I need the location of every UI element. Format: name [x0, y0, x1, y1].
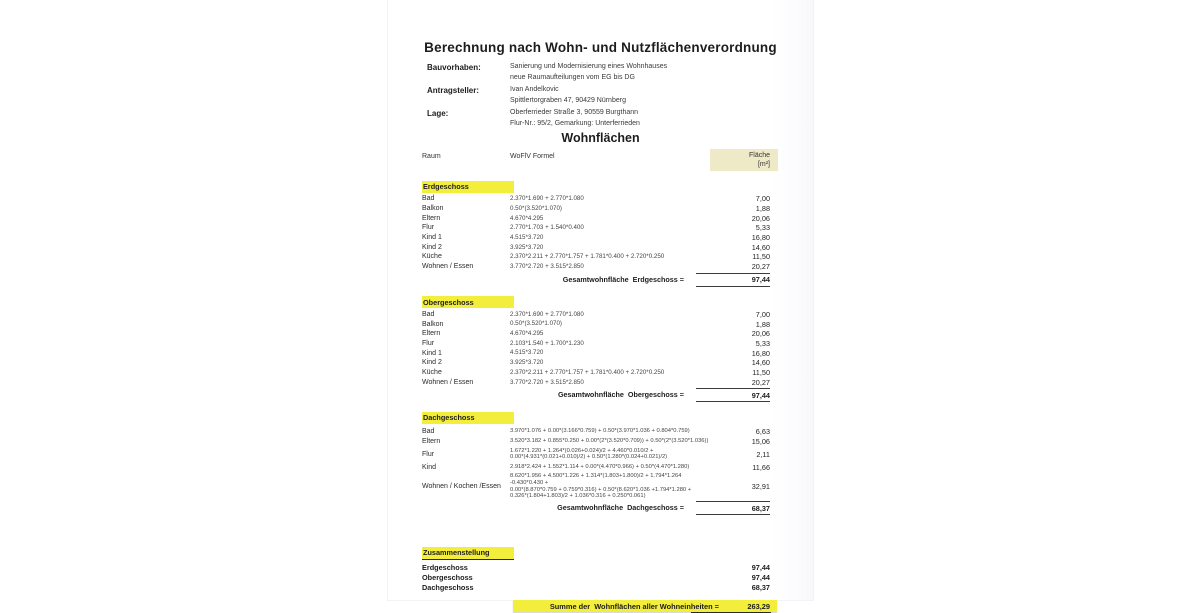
table-row	[422, 368, 770, 378]
grand-total-row	[513, 600, 777, 612]
summary-row	[422, 572, 770, 582]
area-value: 7,00	[755, 309, 770, 319]
formula-line: 2.370*2.211 + 2.770*1.757 + 1.781*0.400 + 2.720*0.250	[510, 253, 665, 261]
header-formel: WoFlV Formel	[510, 153, 555, 160]
area-value: 11,50	[752, 367, 770, 377]
meta-row-lage	[427, 108, 813, 129]
formula-line: 3.770*2.720 + 3.515*2.850	[510, 263, 584, 271]
summary-label: Dachgeschoss	[422, 582, 474, 592]
formula	[510, 359, 710, 366]
summary-rows	[422, 562, 770, 592]
grand-total-value: 263,29	[747, 601, 770, 611]
area-value: 5,33	[755, 223, 770, 233]
table-row	[422, 233, 770, 243]
room-name: Küche	[422, 253, 442, 261]
formula-line: 3.970*1.076 + 0.00*(3.166*0.759) + 0.50*(3.970*1.036 + 0.804*0.759)	[510, 427, 690, 434]
section-band: Obergeschoss	[422, 296, 514, 308]
area-value: 2,11	[756, 449, 770, 459]
table-row	[422, 194, 770, 204]
formula	[510, 253, 710, 260]
summary-row	[422, 582, 770, 592]
room-name: Kind	[422, 463, 437, 471]
table-row	[422, 204, 770, 214]
summary-value: 97,44	[751, 562, 770, 572]
table-row	[422, 473, 770, 500]
summary-label: Erdgeschoss	[422, 562, 468, 572]
section-header-erdgeschoss	[422, 176, 770, 194]
meta-value-line: Spittlertorgraben 47, 90429 Nürnberg	[510, 96, 626, 104]
formula	[510, 438, 710, 445]
meta-row-bauvorhaben	[427, 62, 813, 83]
table-row	[422, 348, 770, 358]
table-row	[422, 339, 770, 349]
formula	[510, 369, 710, 376]
area-value: 15,06	[751, 437, 770, 446]
table-row	[422, 242, 770, 252]
section-total-row	[422, 388, 770, 402]
section-total-label: Gesamtwohnfläche Dachgeschoss =	[557, 503, 684, 513]
meta-value-line: Ivan Andelkovic	[510, 86, 559, 93]
formula-line: 2.103*1.540 + 1.700*1.230	[510, 339, 584, 347]
document-title: Berechnung nach Wohn- und Nutzflächenverordnung	[424, 40, 777, 55]
header-raum: Raum	[422, 153, 441, 160]
formula-line: 0.50*(3.520*1.070)	[510, 204, 562, 212]
room-name: Wohnen / Essen	[422, 263, 474, 271]
room-name: Kind 1	[422, 349, 442, 357]
area-value: 16,80	[751, 348, 770, 358]
formula-line: 0.00*(8.870*0.759 + 0.759*0.316) + 0.50*(8.620*1.036 +1.794*1.280 +	[510, 486, 692, 493]
table-row	[422, 252, 770, 262]
table-row	[422, 223, 770, 233]
table-row	[422, 319, 770, 329]
formula-line: 3.925*3.720	[510, 243, 544, 251]
section-total-value: 97,44	[696, 388, 770, 402]
room-name: Flur	[422, 224, 435, 232]
section-total-row	[422, 501, 770, 515]
formula-line: 3.770*2.720 + 3.515*2.850	[510, 378, 584, 386]
meta-label: Bauvorhaben:	[427, 63, 481, 72]
section-erdgeschoss	[422, 194, 770, 287]
meta-values	[510, 108, 640, 129]
header-flaeche-line2: [m²]	[757, 161, 770, 168]
room-name: Balkon	[422, 205, 444, 213]
room-name: Bad	[422, 195, 435, 203]
area-value: 14,60	[751, 242, 770, 252]
formula	[510, 330, 710, 337]
formula	[510, 464, 710, 471]
room-name: Eltern	[422, 214, 441, 222]
section-dachgeschoss	[422, 427, 770, 516]
summary-label: Obergeschoss	[422, 572, 473, 582]
room-name: Kind 1	[422, 234, 442, 242]
formula-line: 4.670*4.295	[510, 214, 544, 222]
room-name: Küche	[422, 368, 442, 376]
formula-line: 2.370*1.690 + 2.770*1.080	[510, 310, 584, 318]
room-name: Wohnen / Kochen /Essen	[422, 483, 501, 491]
summary-value: 68,37	[751, 582, 770, 592]
grand-total-label: Summe der Wohnflächen aller Wohneinheiten =	[549, 601, 719, 611]
formula	[510, 379, 710, 386]
formula-line: 3.520*3.182 + 0.855*0.250 + 0.00*(2*(3.520*0.709)) + 0.50*(2*(3.520*1.036))	[510, 438, 709, 445]
summary-header	[422, 542, 770, 560]
formula	[510, 428, 710, 435]
area-value: 20,27	[751, 377, 770, 387]
room-name: Flur	[422, 339, 435, 347]
area-value: 1,88	[755, 204, 770, 214]
formula	[510, 320, 710, 327]
area-value: 1,88	[755, 319, 770, 329]
formula	[510, 473, 710, 500]
formula-line: 4.670*4.295	[510, 330, 544, 338]
area-value: 11,50	[752, 252, 770, 262]
area-value: 16,80	[751, 233, 770, 243]
area-value: 20,06	[751, 213, 770, 223]
formula-line: 0.326*(1.804+1.803)/2 + 1.036*0.316 + 0.250*0.061)	[510, 493, 646, 500]
table-row	[422, 377, 770, 387]
formula	[510, 340, 710, 347]
formula-line: 2.370*1.690 + 2.770*1.080	[510, 195, 584, 203]
formula-line: 2.370*2.211 + 2.770*1.757 + 1.781*0.400 + 2.720*0.250	[510, 368, 665, 376]
section-band: Erdgeschoss	[422, 181, 514, 193]
section-total-row	[422, 273, 770, 287]
room-name: Kind 2	[422, 359, 442, 367]
wohnflaechen-heading: Wohnflächen	[561, 131, 640, 145]
formula	[510, 205, 710, 212]
area-value: 14,60	[751, 358, 770, 368]
area-value: 6,63	[755, 426, 770, 436]
room-name: Kind 2	[422, 243, 442, 251]
room-name: Eltern	[422, 330, 441, 338]
meta-values	[510, 85, 626, 106]
section-header-obergeschoss	[422, 292, 770, 310]
section-obergeschoss	[422, 310, 770, 403]
table-row	[422, 427, 770, 436]
area-table	[422, 149, 770, 515]
table-row	[422, 448, 770, 462]
formula	[510, 244, 710, 251]
section-total-label: Gesamtwohnfläche Erdgeschoss =	[562, 274, 684, 284]
formula	[510, 195, 710, 202]
area-value: 20,06	[751, 329, 770, 339]
table-row	[422, 358, 770, 368]
room-name: Flur	[422, 450, 435, 458]
meta-value-line: Flur-Nr.: 95/2, Gemarkung: Unterferrieden	[510, 119, 640, 127]
header-flaeche-line1: Fläche	[748, 152, 770, 159]
area-value: 7,00	[755, 194, 770, 204]
area-value: 32,91	[751, 482, 770, 492]
table-row	[422, 262, 770, 272]
formula-line: 1.672*1.220 + 1.264*(0.026+0.024)/2 + 4.460*0.010/2 +	[510, 447, 654, 454]
section-total-label: Gesamtwohnfläche Obergeschoss =	[557, 390, 684, 399]
room-name: Eltern	[422, 438, 441, 445]
formula-line: 4.515*3.720	[510, 233, 544, 241]
section-band: Dachgeschoss	[422, 412, 514, 424]
table-row	[422, 329, 770, 339]
section-total-value: 68,37	[696, 501, 770, 515]
table-header-row	[422, 149, 770, 171]
meta-label: Antragsteller:	[427, 86, 480, 95]
summary-block	[422, 542, 770, 612]
header-flaeche	[710, 149, 770, 171]
meta-value-line: Sanierung und Modernisierung eines Wohnhauses	[510, 63, 668, 70]
section-total-value: 97,44	[696, 273, 770, 287]
area-value: 11,66	[752, 462, 770, 472]
formula-line: 0.50*(3.520*1.070)	[510, 320, 562, 328]
formula-line: 8.620*1.956 + 4.500*1.226 + 1.314*(1.803+1.800)/2 + 1.794*1.264 -0.430*0.430 +	[510, 473, 682, 486]
formula	[510, 224, 710, 231]
table-row	[422, 463, 770, 472]
table-row	[422, 310, 770, 320]
table-row	[422, 437, 770, 446]
meta-block	[427, 62, 813, 129]
formula	[510, 234, 710, 241]
area-value: 20,27	[751, 262, 770, 272]
formula	[510, 311, 710, 318]
formula	[510, 349, 710, 356]
meta-row-antragsteller	[427, 85, 813, 106]
section-header-dachgeschoss	[422, 407, 770, 425]
formula-line: 2.770*1.703 + 1.540*0.400	[510, 224, 584, 232]
room-name: Bad	[422, 310, 435, 318]
summary-row	[422, 562, 770, 572]
room-name: Wohnen / Essen	[422, 378, 474, 386]
meta-value-line: neue Raumaufteilungen vom EG bis DG	[510, 73, 635, 81]
meta-value-line: Oberferrieder Straße 3, 90559 Burgthann	[510, 109, 639, 116]
room-name: Bad	[422, 427, 435, 435]
room-name: Balkon	[422, 320, 444, 328]
table-row	[422, 213, 770, 223]
formula	[510, 263, 710, 270]
area-value: 5,33	[755, 338, 770, 348]
formula-line: 0.00*(4.931*(0.021+0.010)/2) + 0.50*(1.280*(0.024+0.021)/2)	[510, 454, 668, 461]
meta-label: Lage:	[427, 109, 449, 118]
formula-line: 4.515*3.720	[510, 349, 544, 357]
formula	[510, 448, 710, 462]
meta-values	[510, 62, 667, 83]
summary-value: 97,44	[751, 572, 770, 582]
formula	[510, 215, 710, 222]
formula-line: 2.918*2.424 + 1.552*1.114 + 0.00*(4.470*0.966) + 0.50*(4.470*1.280)	[510, 463, 690, 470]
formula-line: 3.925*3.720	[510, 359, 544, 367]
scanned-document-page	[388, 0, 813, 611]
summary-band: Zusammenstellung	[422, 547, 514, 560]
